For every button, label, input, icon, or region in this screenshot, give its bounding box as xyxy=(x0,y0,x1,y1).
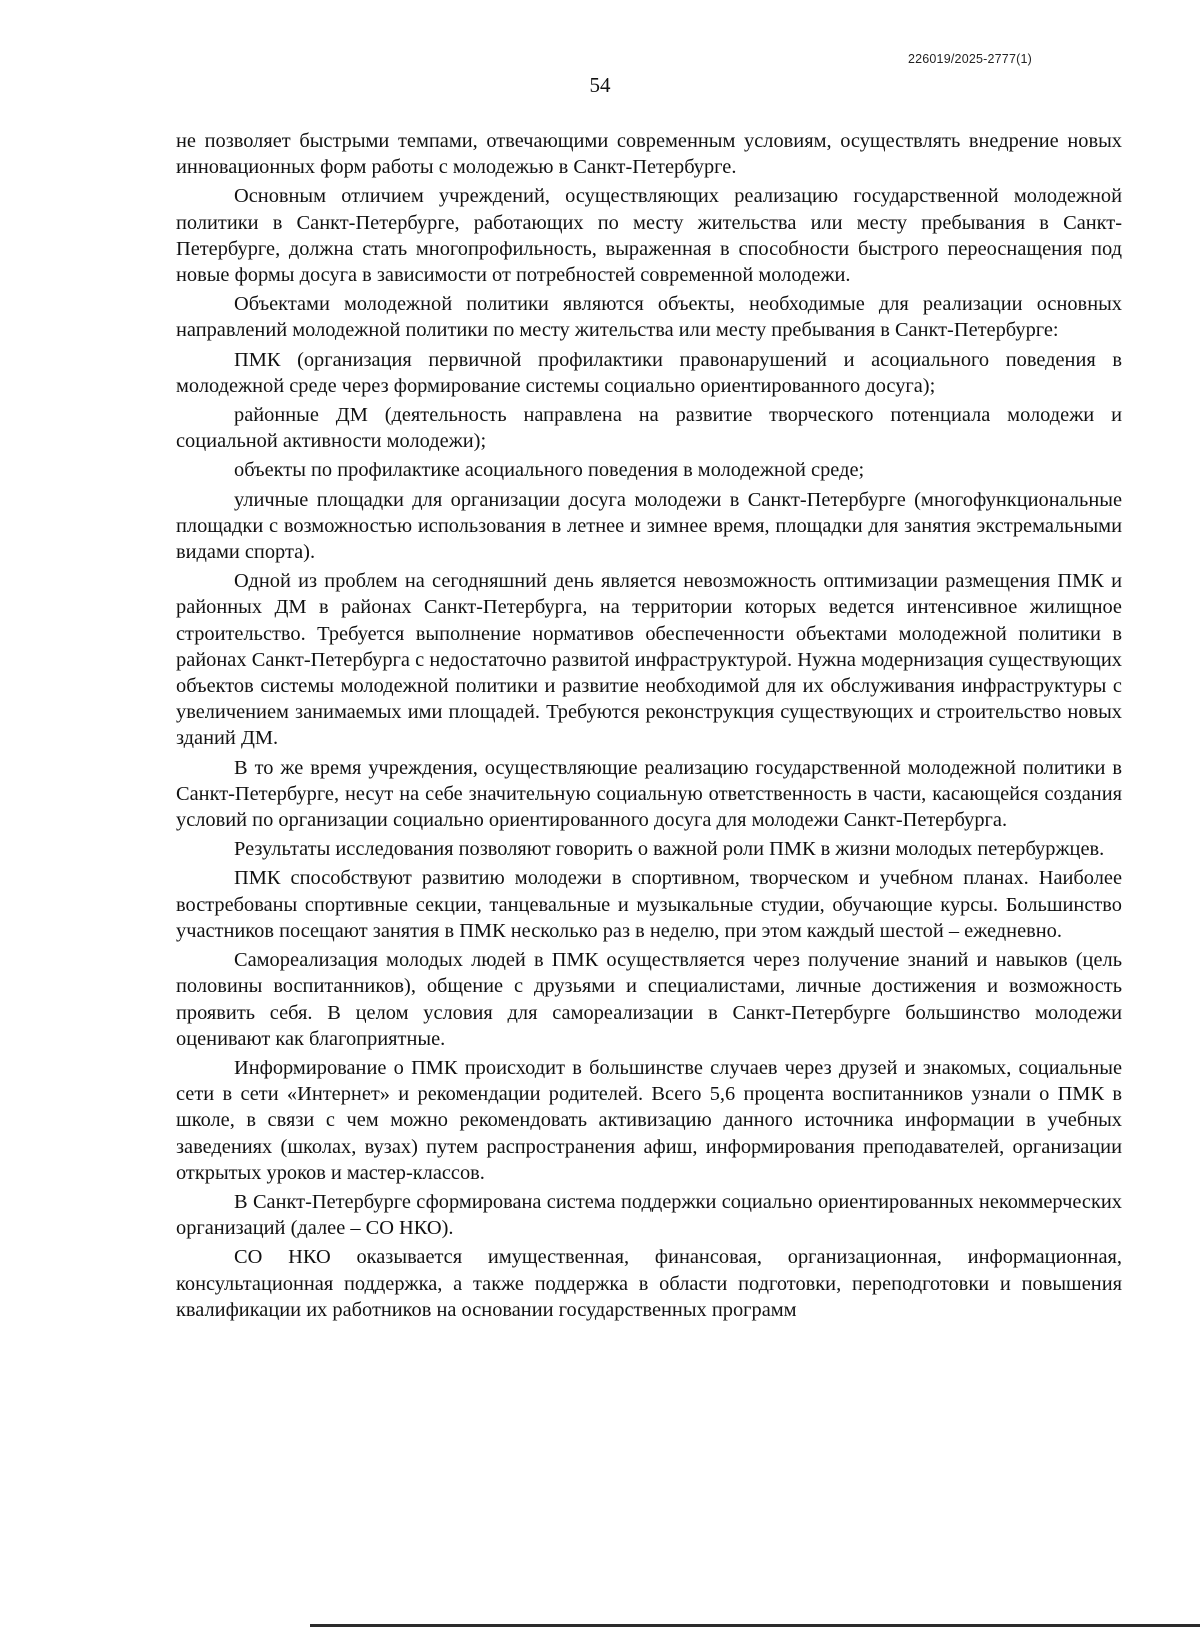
paragraph: Одной из проблем на сегодняшний день является невозможность оптимизации размещения ПМК и районных ДМ в районах Санкт-Петербурга, на территории которых ведется интенсивное жилищное строительство. Требуется выполнение нормативов обеспеченности объектами молодежной политики в районах Санкт-Петербурга с недостаточно развитой инфраструктурой. Нужна модернизация существующих объектов системы молодежной политики и развитие необходимой для их обслуживания инфраструктуры с увеличением занимаемых ими площадей. Требуются реконструкция существующих и строительство новых зданий ДМ. xyxy=(176,570,1122,750)
paragraph: В Санкт-Петербурге сформирована система поддержки социально ориентированных некоммерческих организаций (далее – СО НКО). xyxy=(176,1190,1122,1240)
list-item: ПМК (организация первичной профилактики правонарушений и асоциального поведения в молодежной среде через формирование системы социально ориентированного досуга); xyxy=(176,348,1122,397)
paragraph: В то же время учреждения, осуществляющие реализацию государственной молодежной политики в Санкт-Петербурге, несут на себе значительную социальную ответственность в части, касающейся создания условий по организации социально ориентированного досуга для молодежи Санкт-Петербурга. xyxy=(176,756,1122,832)
scan-edge-line xyxy=(310,1624,1200,1627)
paragraph: Самореализация молодых людей в ПМК осуществляется через получение знаний и навыков (цель половины воспитанников), общение с друзьями и специалистами, личные достижения и возможность проявить себя. В целом условия для самореализации в Санкт-Петербурге большинство молодежи оценивают как благоприятные. xyxy=(176,949,1122,1050)
list-item: районные ДМ (деятельность направлена на развитие творческого потенциала молодежи и социальной активности молодежи); xyxy=(176,404,1122,453)
list-item: уличные площадки для организации досуга молодежи в Санкт-Петербурге (многофункциональные площадки с возможностью использования в летнее и зимнее время, площадки для занятия экстремальными видами спорта). xyxy=(176,488,1122,564)
page-number: 54 xyxy=(589,73,611,97)
document-body xyxy=(176,128,1122,1323)
paragraph: Объектами молодежной политики являются объекты, необходимые для реализации основных направлений молодежной политики по месту жительства или месту пребывания в Санкт-Петербурге: xyxy=(176,293,1122,342)
paragraph: СО НКО оказывается имущественная, финансовая, организационная, информационная, консультационная поддержка, а также поддержка в области подготовки, переподготовки и повышения квалификации их работников на основании государственных программ xyxy=(176,1246,1122,1321)
registration-number: 226019/2025-2777(1) xyxy=(907,52,1032,66)
paragraph: Результаты исследования позволяют говорить о важной роли ПМК в жизни молодых петербуржцев. xyxy=(234,838,1105,861)
paragraph: Информирование о ПМК происходит в большинстве случаев через друзей и знакомых, социальные сети в сети «Интернет» и рекомендации родителей. Всего 5,6 процента воспитанников узнали о ПМК в школе, в связи с чем можно рекомендовать активизацию данного источника информации в учебных заведениях (школах, вузах) путем распространения афиш, информирования преподавателей, организации открытых уроков и мастер-классов. xyxy=(176,1056,1122,1184)
paragraph: Основным отличием учреждений, осуществляющих реализацию государственной молодежной политики в Санкт-Петербурге, работающих по месту жительства или месту пребывания в Санкт-Петербурге, должна стать многопрофильность, выраженная в способности быстрого переоснащения под новые формы досуга в зависимости от потребностей современной молодежи. xyxy=(176,185,1122,287)
list-item: объекты по профилактике асоциального поведения в молодежной среде; xyxy=(234,459,865,482)
paragraph: ПМК способствуют развитию молодежи в спортивном, творческом и учебном планах. Наиболее востребованы спортивные секции, танцевальные и музыкальные студии, обучающие курсы. Большинство участников посещают занятия в ПМК несколько раз в неделю, при этом каждый шестой – ежедневно. xyxy=(176,867,1122,942)
paragraph: не позволяет быстрыми темпами, отвечающими современным условиям, осуществлять внедрение новых инновационных форм работы с молодежью в Санкт-Петербурге. xyxy=(176,130,1122,179)
